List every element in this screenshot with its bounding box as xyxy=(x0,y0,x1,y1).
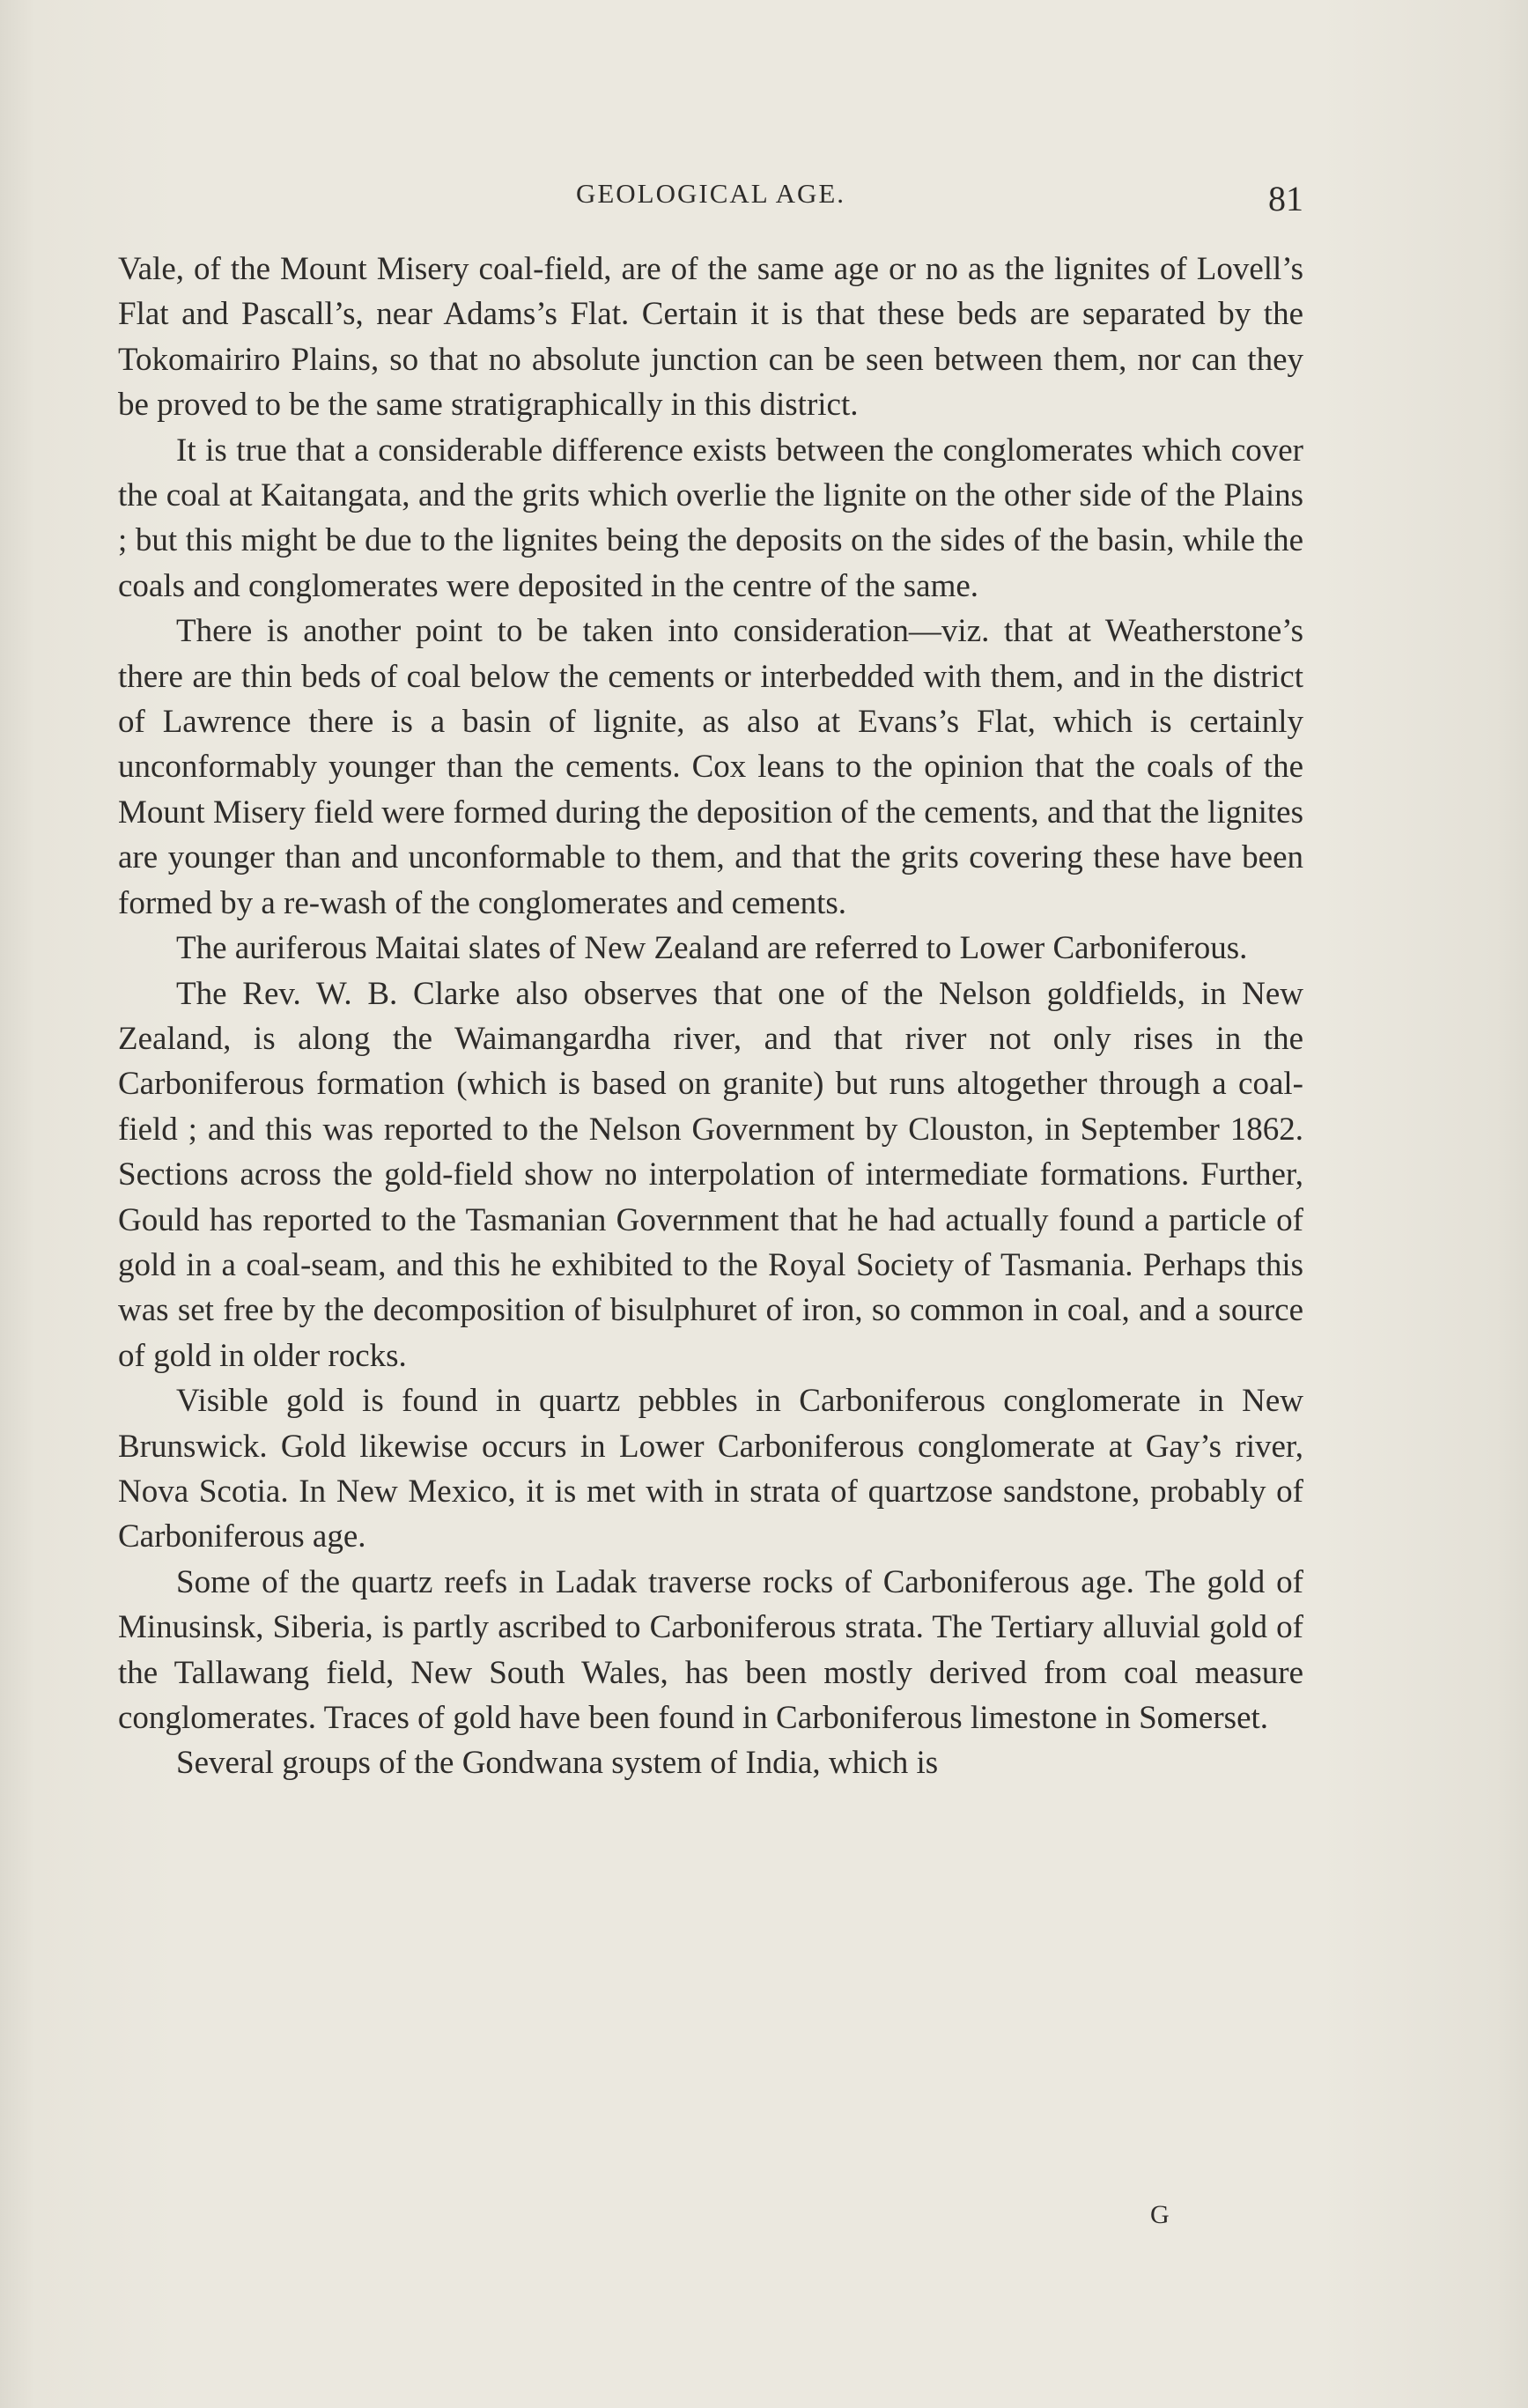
paragraph: Some of the quartz reefs in Ladak traverse rocks of Carboniferous age. The gold of Minusinsk, Siberia, is partly ascribed to Carboniferous strata. The Tertiary alluvial gold of the Tallawang field, New South Wales, has been mostly derived from coal measure conglomerates. Traces of gold have been found in Carboniferous limestone in Somerset. xyxy=(118,1563,1303,1736)
paragraph: The auriferous Maitai slates of New Zealand are referred to Lower Carboniferous. xyxy=(176,930,1248,967)
signature-mark: G xyxy=(1150,2200,1170,2229)
page-number: 81 xyxy=(1268,179,1303,218)
body-text xyxy=(118,247,1303,1786)
paragraph: Several groups of the Gondwana system of India, which is xyxy=(176,1745,939,1782)
paragraph: There is another point to be taken into consideration—viz. that at Weatherstone’s there are thin beds of coal below the cements or interbedded with them, and in the district of Lawrence there is a basin of lignite, as also at Evans’s Flat, which is certainly unconformably younger than the cements. Cox leans to the opinion that the coals of the Mount Misery field were formed during the deposition of the cements, and that the lignites are younger than and unconformable to them, and that the grits covering these have been formed by a re-wash of the conglomerates and cements. xyxy=(118,613,1303,921)
paragraph: Visible gold is found in quartz pebbles in Carboniferous conglomerate in New Brunswick. Gold likewise occurs in Lower Carboniferous conglomerate at Gay’s river, Nova Scotia. In New Mexico, it is met with in strata of quartzose sandstone, probably of Carboniferous age. xyxy=(118,1383,1303,1555)
paragraph: Vale, of the Mount Misery coal-field, are of the same age or no as the lignites of Lovell’s Flat and Pascall’s, near Adams’s Flat. Certain it is that these beds are separated by the Tokomairiro Plains, so that no absolute junction can be seen between them, nor can they be proved to be the same stratigraphically in this district. xyxy=(118,251,1303,424)
paragraph: It is true that a considerable difference exists between the conglomerates which cover the coal at Kaitangata, and the grits which overlie the lignite on the other side of the Plains ; but this might be due to the lignites being the deposits on the sides of the basin, while the coals and conglomerates were deposited in the centre of the same. xyxy=(118,432,1303,604)
running-title: GEOLOGICAL AGE. xyxy=(575,178,846,209)
paragraph: The Rev. W. B. Clarke also observes that one of the Nelson goldfields, in New Zealand, is along the Waimangardha river, and that river not only rises in the Carboniferous formation (which is based on granite) but runs altogether through a coal-field ; and this was reported to the Nelson Government by Clouston, in September 1862. Sections across the gold-field show no interpolation of intermediate formations. Further, Gould has reported to the Tasmanian Government that he had actually found a particle of gold in a coal-seam, and this he exhibited to the Royal Society of Tasmania. Perhaps this was set free by the decomposition of bisulphuret of iron, so common in coal, and a source of gold in older rocks. xyxy=(118,975,1303,1374)
running-head xyxy=(118,173,1303,218)
